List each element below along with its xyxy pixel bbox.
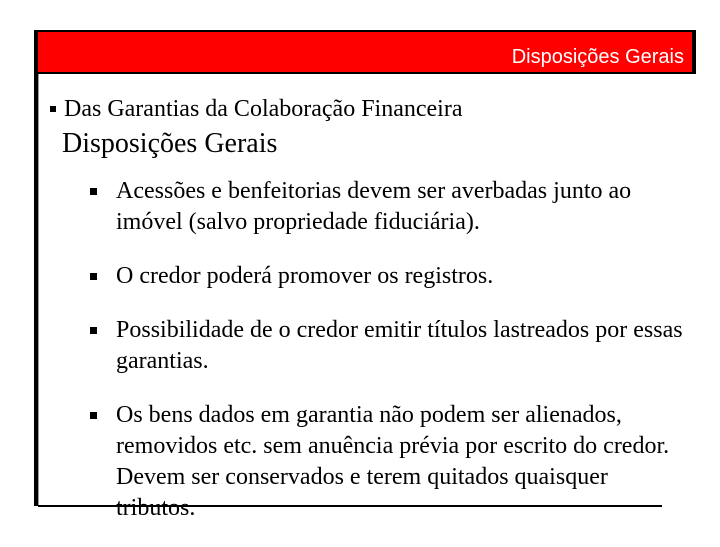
section-title: Das Garantias da Colaboração Financeira: [64, 96, 463, 122]
square-bullet-icon: [90, 188, 97, 195]
square-bullet-icon: [90, 273, 97, 280]
list-item: [84, 315, 684, 377]
header-title: Disposições Gerais: [511, 45, 684, 68]
slide-subtitle: Disposições Gerais: [62, 128, 278, 159]
section-heading: [50, 94, 463, 124]
square-bullet-icon: [50, 106, 56, 112]
square-bullet-icon: [90, 327, 97, 334]
list-item: [84, 176, 684, 238]
list-item-text: Os bens dados em garantia não podem ser alienados, removidos etc. sem anuência prévia por escrito do credor. Devem ser conservados e terem quitados quaisquer tributos.: [116, 402, 670, 521]
square-bullet-icon: [90, 412, 97, 419]
bullet-list: [84, 176, 684, 547]
list-item-text: O credor poderá promover os registros.: [116, 263, 494, 289]
list-item-text: Acessões e benfeitorias devem ser averbadas junto ao imóvel (salvo propriedade fiduciária).: [116, 178, 632, 235]
list-item: [84, 400, 684, 524]
header-bar: [38, 32, 692, 72]
list-item: [84, 261, 684, 292]
list-item-text: Possibilidade de o credor emitir títulos lastreados por essas garantias.: [116, 317, 683, 374]
